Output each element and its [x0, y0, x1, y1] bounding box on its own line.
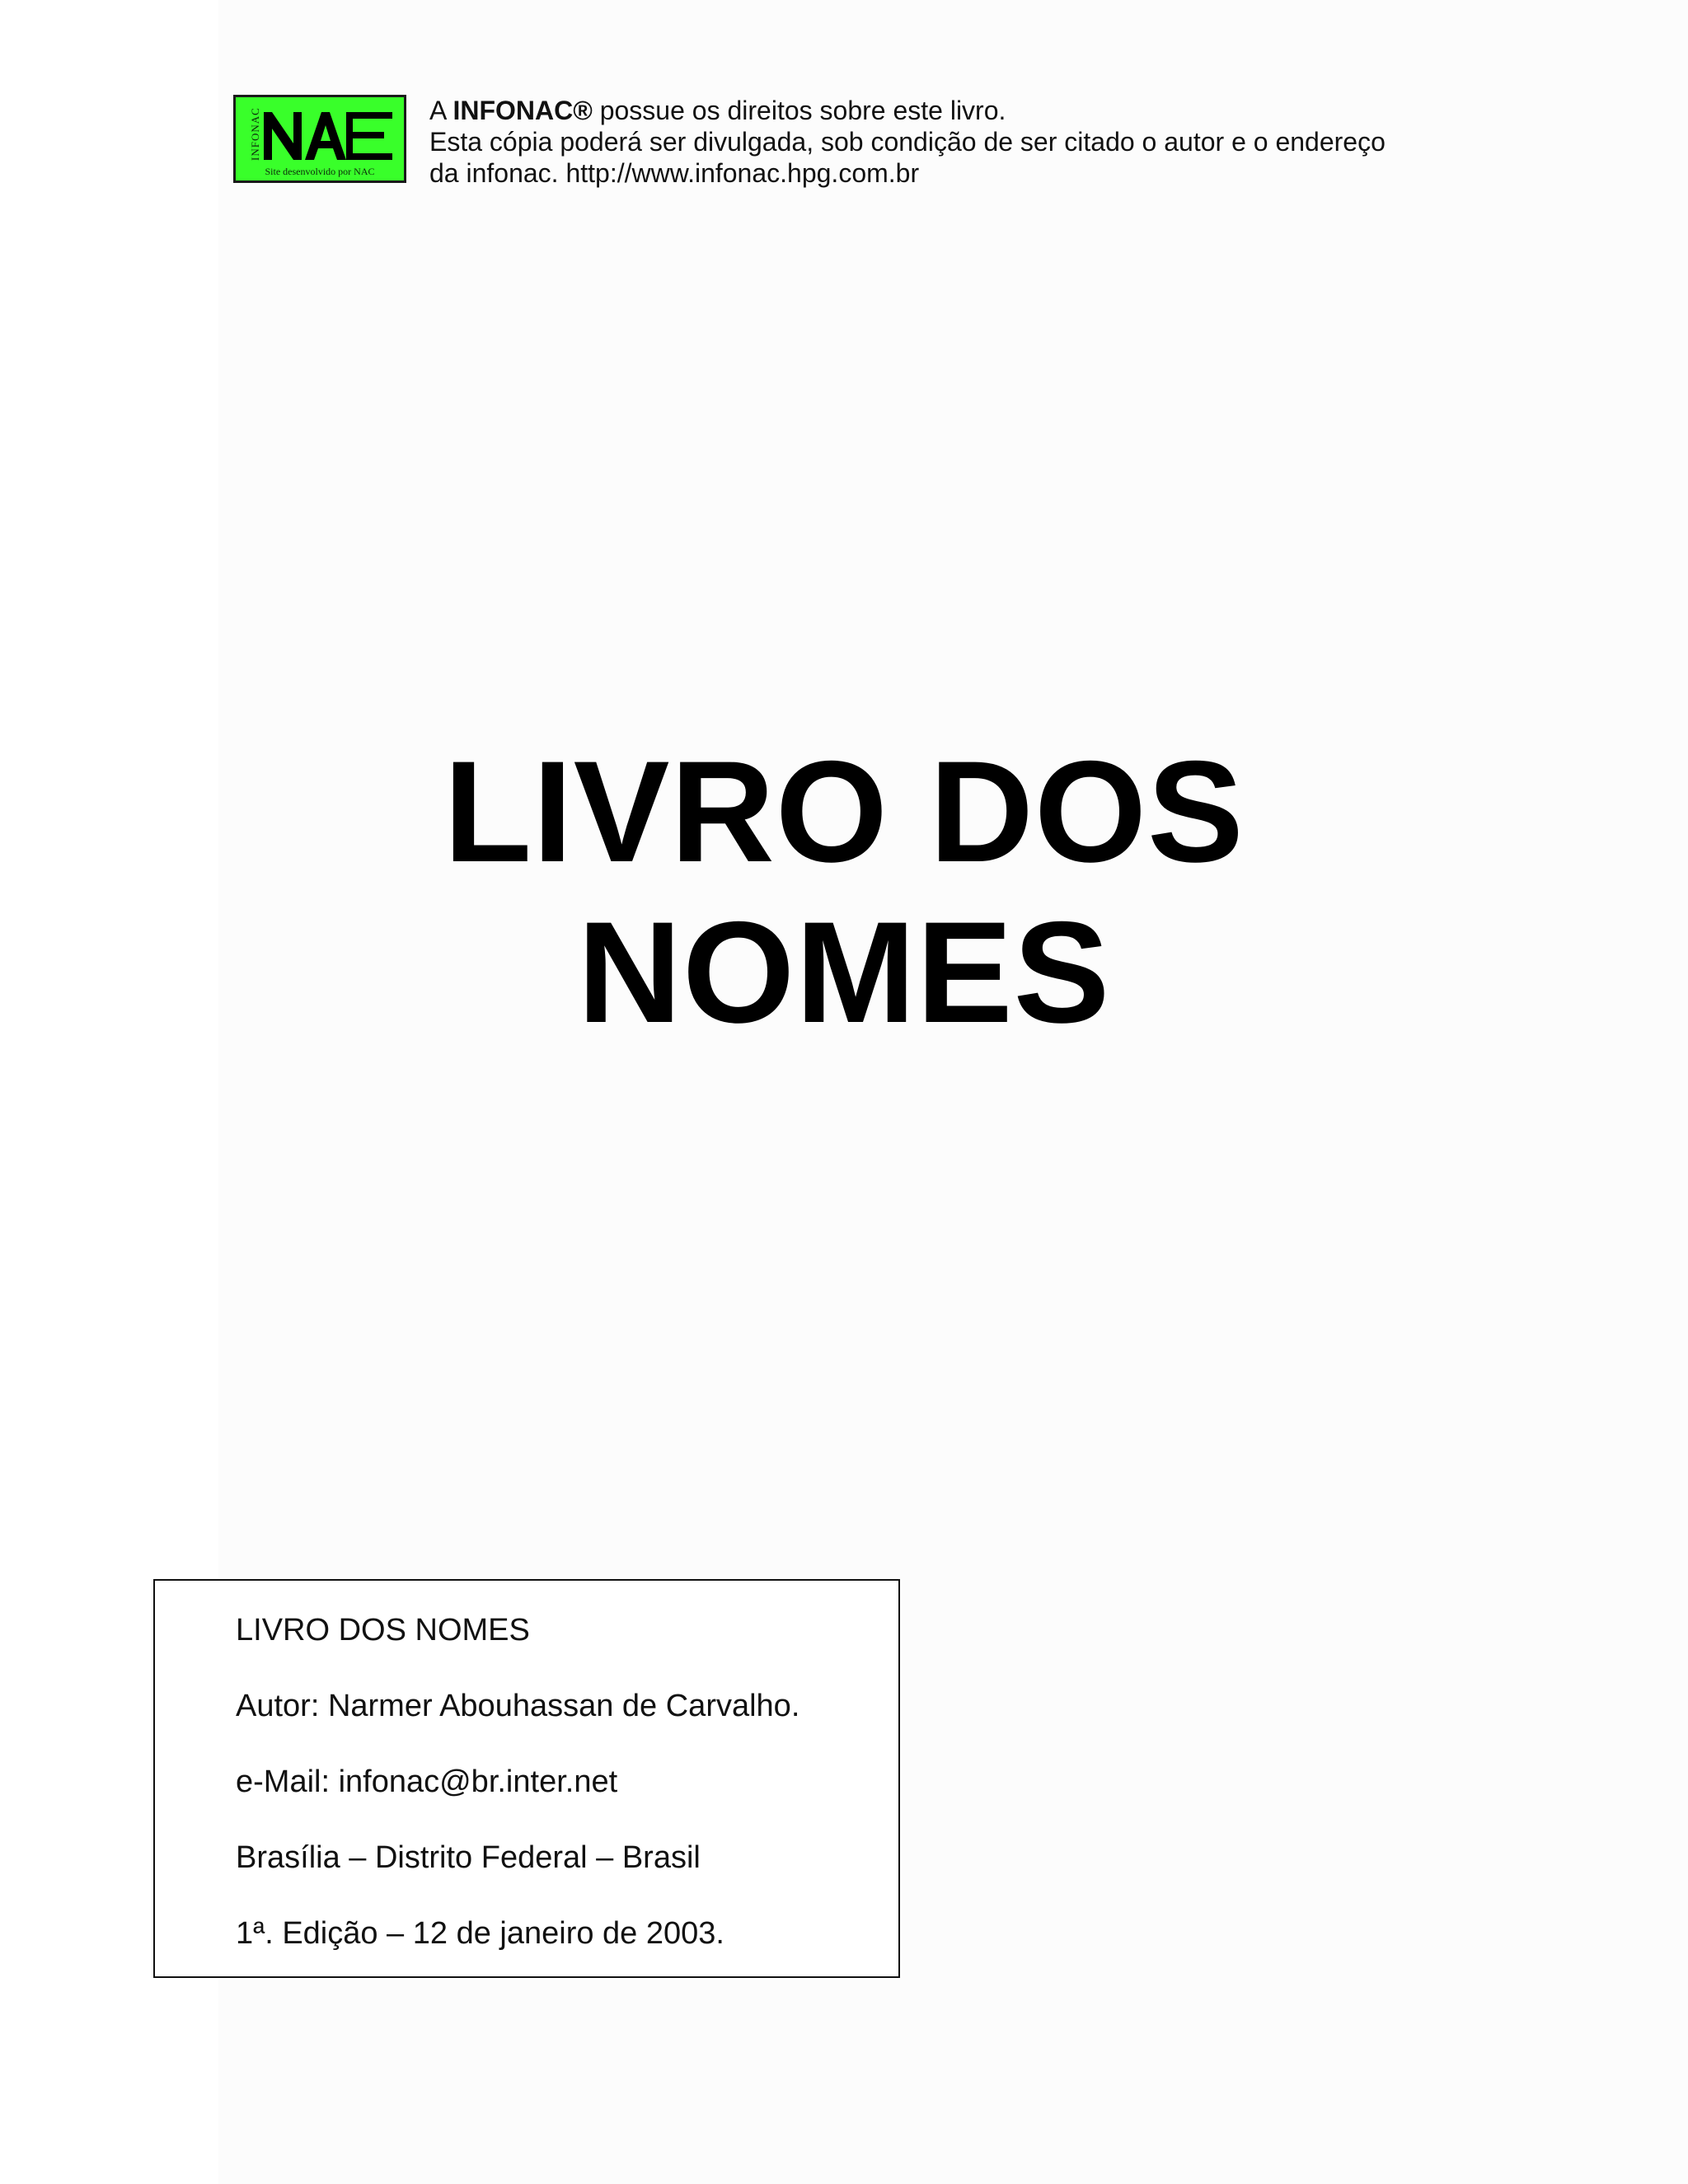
copyright-notice: [429, 95, 1468, 189]
info-edition: 1ª. Edição – 12 de janeiro de 2003.: [236, 1916, 724, 1951]
book-title-line-1: LIVRO DOS: [443, 732, 1245, 893]
notice-line-3: da infonac. http://www.infonac.hpg.com.br: [429, 158, 920, 188]
info-author: Autor: Narmer Abouhassan de Carvalho.: [236, 1689, 800, 1723]
book-title: [0, 732, 1688, 1053]
brand-name: INFONAC®: [452, 96, 593, 125]
infonac-logo: [233, 95, 406, 183]
info-book-title: LIVRO DOS NOMES: [236, 1613, 530, 1647]
nac-logo-icon: [260, 107, 401, 163]
book-title-line-2: NOMES: [577, 893, 1111, 1053]
info-location: Brasília – Distrito Federal – Brasil: [236, 1840, 701, 1875]
book-info-box: [153, 1579, 900, 1978]
info-email: e-Mail: infonac@br.inter.net: [236, 1765, 618, 1799]
copyright-header: [233, 95, 1470, 194]
logo-caption: Site desenvolvido por NAC: [265, 166, 375, 177]
notice-prefix: A: [429, 96, 453, 125]
notice-suffix: possue os direitos sobre este livro.: [592, 96, 1006, 125]
notice-line-2: Esta cópia poderá ser divulgada, sob condição de ser citado o autor e o endereço: [429, 127, 1386, 157]
logo-side-text: INFONAC: [249, 107, 261, 162]
notice-line-1: [429, 95, 1468, 126]
